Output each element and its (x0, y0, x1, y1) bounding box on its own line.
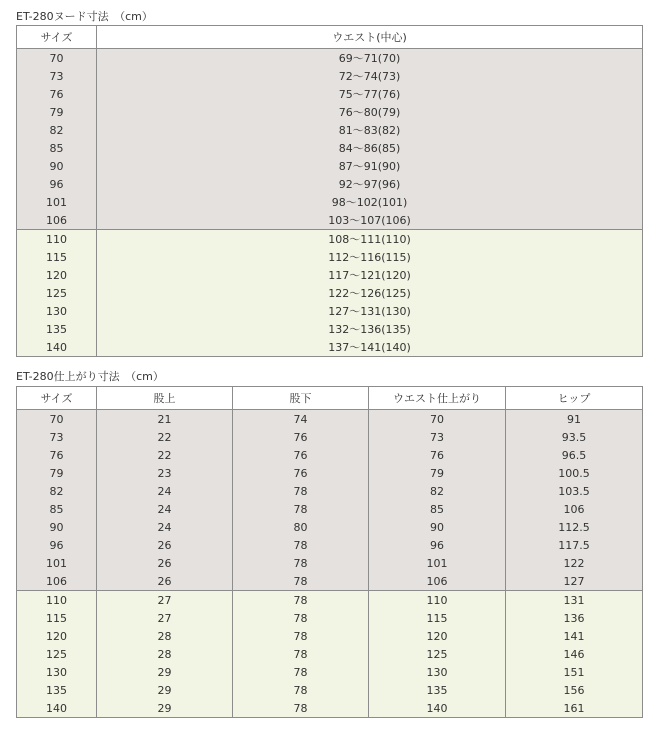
column-header-rise: 股上 (97, 387, 233, 410)
table-cell: 125 (369, 645, 506, 663)
table-cell: 96 (17, 536, 97, 554)
table-cell: 151 (506, 663, 643, 681)
table-cell: 106 (17, 572, 97, 591)
table-cell: 81～83(82) (97, 121, 643, 139)
table-cell: 122 (506, 554, 643, 572)
table-row (17, 699, 643, 718)
table-row (17, 284, 643, 302)
table-cell: 135 (369, 681, 506, 699)
table-cell: 98～102(101) (97, 193, 643, 211)
table-cell: 24 (97, 518, 233, 536)
table-row (17, 572, 643, 591)
table-cell: 101 (17, 554, 97, 572)
table-cell: 127～131(130) (97, 302, 643, 320)
table-cell: 127 (506, 572, 643, 591)
table-cell: 76 (233, 446, 369, 464)
table-header-row (17, 387, 643, 410)
table-cell: 29 (97, 699, 233, 718)
table-header-row (17, 26, 643, 49)
table-cell: 101 (17, 193, 97, 211)
table-row (17, 175, 643, 193)
table-cell: 82 (369, 482, 506, 500)
table-cell: 22 (97, 428, 233, 446)
table-cell: 26 (97, 572, 233, 591)
table-cell: 117～121(120) (97, 266, 643, 284)
table-cell: 120 (17, 266, 97, 284)
table-cell: 125 (17, 645, 97, 663)
table-cell: 90 (369, 518, 506, 536)
finished-size-table-body (17, 410, 643, 718)
table-cell: 96.5 (506, 446, 643, 464)
table-cell: 140 (369, 699, 506, 718)
table-cell: 78 (233, 609, 369, 627)
table-row (17, 428, 643, 446)
table-cell: 106 (369, 572, 506, 591)
table-cell: 76 (369, 446, 506, 464)
table-row (17, 681, 643, 699)
table-cell: 73 (17, 67, 97, 85)
table-cell: 76 (233, 428, 369, 446)
table-cell: 85 (17, 500, 97, 518)
table-row (17, 410, 643, 429)
table-cell: 78 (233, 554, 369, 572)
column-header-waist-finished: ウエスト仕上がり (369, 387, 506, 410)
table-cell: 93.5 (506, 428, 643, 446)
table-cell: 110 (17, 591, 97, 610)
table-row (17, 536, 643, 554)
table-cell: 73 (17, 428, 97, 446)
column-header-waist-center: ウエスト(中心) (97, 26, 643, 49)
table-cell: 70 (369, 410, 506, 429)
column-header-hip: ヒップ (506, 387, 643, 410)
table-cell: 78 (233, 645, 369, 663)
nude-size-table-body (17, 49, 643, 357)
table-cell: 72～74(73) (97, 67, 643, 85)
table-row (17, 554, 643, 572)
table-row (17, 500, 643, 518)
table-cell: 132～136(135) (97, 320, 643, 338)
table-cell: 28 (97, 627, 233, 645)
table-cell: 141 (506, 627, 643, 645)
table-cell: 136 (506, 609, 643, 627)
table-cell: 23 (97, 464, 233, 482)
table-row (17, 139, 643, 157)
column-header-size: サイズ (17, 387, 97, 410)
table-row (17, 230, 643, 249)
table-cell: 90 (17, 518, 97, 536)
table-row (17, 121, 643, 139)
table-cell: 78 (233, 591, 369, 610)
table-cell: 130 (369, 663, 506, 681)
table-cell: 24 (97, 500, 233, 518)
table-cell: 85 (17, 139, 97, 157)
table-cell: 80 (233, 518, 369, 536)
table-cell: 70 (17, 49, 97, 68)
table-cell: 137～141(140) (97, 338, 643, 357)
table-cell: 78 (233, 536, 369, 554)
table-cell: 92～97(96) (97, 175, 643, 193)
table-row (17, 85, 643, 103)
table-row (17, 464, 643, 482)
table-cell: 135 (17, 681, 97, 699)
table-cell: 96 (369, 536, 506, 554)
table-row (17, 609, 643, 627)
table-cell: 26 (97, 554, 233, 572)
table-cell: 29 (97, 663, 233, 681)
table-cell: 85 (369, 500, 506, 518)
table-cell: 115 (17, 609, 97, 627)
table-cell: 22 (97, 446, 233, 464)
table-cell: 110 (17, 230, 97, 249)
table-cell: 78 (233, 572, 369, 591)
table-row (17, 193, 643, 211)
table-cell: 103.5 (506, 482, 643, 500)
table-cell: 112～116(115) (97, 248, 643, 266)
table-cell: 117.5 (506, 536, 643, 554)
table-cell: 84～86(85) (97, 139, 643, 157)
table-cell: 112.5 (506, 518, 643, 536)
table-cell: 103～107(106) (97, 211, 643, 230)
table-cell: 106 (17, 211, 97, 230)
table-cell: 78 (233, 663, 369, 681)
table-cell: 73 (369, 428, 506, 446)
table-cell: 131 (506, 591, 643, 610)
table-cell: 78 (233, 482, 369, 500)
table-row (17, 320, 643, 338)
table-cell: 24 (97, 482, 233, 500)
table-row (17, 591, 643, 610)
table-cell: 79 (17, 464, 97, 482)
table-cell: 26 (97, 536, 233, 554)
table-cell: 82 (17, 121, 97, 139)
table-cell: 130 (17, 663, 97, 681)
table-cell: 120 (369, 627, 506, 645)
table-cell: 27 (97, 609, 233, 627)
table-cell: 156 (506, 681, 643, 699)
table-cell: 28 (97, 645, 233, 663)
table-cell: 76 (17, 446, 97, 464)
table-cell: 78 (233, 699, 369, 718)
table-cell: 110 (369, 591, 506, 610)
finished-size-table (16, 386, 643, 718)
table-cell: 108～111(110) (97, 230, 643, 249)
table-cell: 76 (233, 464, 369, 482)
column-header-inseam: 股下 (233, 387, 369, 410)
table-cell: 161 (506, 699, 643, 718)
table-cell: 115 (369, 609, 506, 627)
table-cell: 78 (233, 500, 369, 518)
table-cell: 120 (17, 627, 97, 645)
table-cell: 76 (17, 85, 97, 103)
table-cell: 91 (506, 410, 643, 429)
table-row (17, 645, 643, 663)
column-header-size: サイズ (17, 26, 97, 49)
table-cell: 146 (506, 645, 643, 663)
table-row (17, 338, 643, 357)
table-cell: 100.5 (506, 464, 643, 482)
nude-size-caption: ET-280ヌード寸法 （cm） (16, 10, 153, 23)
table-cell: 78 (233, 681, 369, 699)
table-row (17, 302, 643, 320)
table-cell: 70 (17, 410, 97, 429)
table-cell: 140 (17, 338, 97, 357)
table-row (17, 49, 643, 68)
table-row (17, 157, 643, 175)
nude-size-table (16, 25, 643, 357)
table-cell: 76～80(79) (97, 103, 643, 121)
table-row (17, 266, 643, 284)
table-row (17, 627, 643, 645)
table-cell: 115 (17, 248, 97, 266)
table-row (17, 663, 643, 681)
table-cell: 29 (97, 681, 233, 699)
table-cell: 75～77(76) (97, 85, 643, 103)
table-cell: 82 (17, 482, 97, 500)
table-cell: 96 (17, 175, 97, 193)
table-row (17, 67, 643, 85)
table-cell: 79 (17, 103, 97, 121)
finished-size-caption: ET-280仕上がり寸法 （cm） (16, 370, 164, 383)
table-cell: 21 (97, 410, 233, 429)
table-row (17, 518, 643, 536)
table-cell: 74 (233, 410, 369, 429)
table-row (17, 482, 643, 500)
table-cell: 106 (506, 500, 643, 518)
table-row (17, 103, 643, 121)
table-row (17, 248, 643, 266)
table-cell: 135 (17, 320, 97, 338)
table-cell: 78 (233, 627, 369, 645)
table-cell: 101 (369, 554, 506, 572)
table-cell: 79 (369, 464, 506, 482)
table-row (17, 446, 643, 464)
table-cell: 87～91(90) (97, 157, 643, 175)
table-cell: 90 (17, 157, 97, 175)
table-cell: 122～126(125) (97, 284, 643, 302)
table-row (17, 211, 643, 230)
table-cell: 27 (97, 591, 233, 610)
table-cell: 130 (17, 302, 97, 320)
table-cell: 69～71(70) (97, 49, 643, 68)
table-cell: 140 (17, 699, 97, 718)
table-cell: 125 (17, 284, 97, 302)
